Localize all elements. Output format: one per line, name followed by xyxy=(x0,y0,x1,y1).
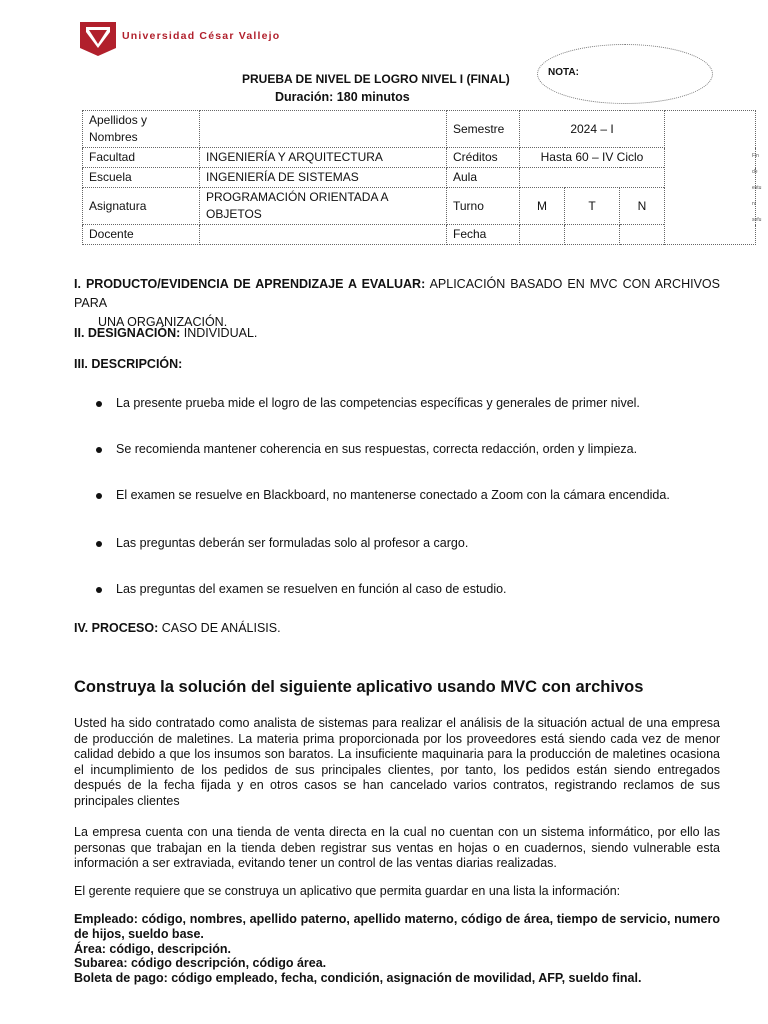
student-info-table xyxy=(82,110,756,245)
facultad-label: Facultad xyxy=(83,148,200,168)
list-item xyxy=(96,488,670,502)
table-row xyxy=(83,188,756,225)
side-note-line: ni xyxy=(752,201,756,207)
asignatura-label: Asignatura xyxy=(83,188,200,225)
list-item xyxy=(96,536,468,550)
docente-label: Docente xyxy=(83,225,200,245)
side-note-line: Fin xyxy=(752,153,759,159)
photo-cell xyxy=(665,111,756,245)
exam-title: PRUEBA DE NIVEL DE LOGRO NIVEL I (FINAL) xyxy=(242,72,510,86)
bullet-icon xyxy=(96,447,102,453)
bullet-text: La presente prueba mide el logro de las competencias específicas y generales de primer nivel. xyxy=(116,396,640,410)
case-paragraph-3: El gerente requiere que se construya un aplicativo que permita guardar en una lista la información: xyxy=(74,884,621,898)
section-designation-label: II. DESIGNACIÓN: xyxy=(74,326,181,340)
case-fields xyxy=(74,912,720,986)
section-product-value-cont: UNA ORGANIZACIÓN. xyxy=(98,315,228,329)
case-heading: Construya la solución del siguiente aplicativo usando MVC con archivos xyxy=(74,678,644,696)
fecha-label: Fecha xyxy=(447,225,520,245)
escuela-label: Escuela xyxy=(83,168,200,188)
field-subarea: Subarea: código descripción, código área. xyxy=(74,956,327,971)
semestre-label: Semestre xyxy=(447,111,520,148)
aula-value xyxy=(520,168,665,188)
university-name: Universidad César Vallejo xyxy=(122,30,281,42)
list-item xyxy=(96,442,637,456)
docente-value xyxy=(200,225,447,245)
semestre-value: 2024 – I xyxy=(520,111,665,148)
list-item xyxy=(96,396,640,410)
turno-t: T xyxy=(565,188,620,225)
fecha-cell-2 xyxy=(565,225,620,245)
fecha-cell-1 xyxy=(520,225,565,245)
section-product-value: APLICACIÓN BASADO EN MVC CON ARCHIVOS PARA xyxy=(74,277,720,310)
side-note-line: de xyxy=(752,169,758,175)
apellidos-value xyxy=(200,111,447,148)
table-row xyxy=(83,111,756,148)
asignatura-value: PROGRAMACIÓN ORIENTADA A OBJETOS xyxy=(200,188,447,225)
section-designation-value: INDIVIDUAL. xyxy=(183,326,258,340)
bullet-icon xyxy=(96,541,102,547)
apellidos-label: Apellidos y Nombres xyxy=(83,111,200,148)
case-paragraph-2: La empresa cuenta con una tienda de venta directa en la cual no cuentan con un sistema informático, por ello las personas que trabajan en la tienda deben registrar sus ventas en hojas o en cuadernos, siendo vulnerable esta información a ser extraviada, evitando tener un control de las ventas diarias realizadas. xyxy=(74,825,720,871)
side-note-line: sefu xyxy=(752,217,762,223)
creditos-label: Créditos xyxy=(447,148,520,168)
field-boleta: Boleta de pago: código empleado, fecha, condición, asignación de movilidad, AFP, sueldo final. xyxy=(74,971,642,986)
section-designation xyxy=(74,326,257,340)
section-process xyxy=(74,621,281,635)
escuela-value: INGENIERÍA DE SISTEMAS xyxy=(200,168,447,188)
list-item xyxy=(96,582,507,596)
side-note-line: estu xyxy=(752,185,762,191)
side-note xyxy=(752,148,761,228)
aula-label: Aula xyxy=(447,168,520,188)
table-row xyxy=(83,148,756,168)
section-process-value: CASO DE ANÁLISIS. xyxy=(161,621,281,635)
turno-label: Turno xyxy=(447,188,520,225)
bullet-text: Se recomienda mantener coherencia en sus respuestas, correcta redacción, orden y limpieza. xyxy=(116,442,638,456)
bullet-text: Las preguntas del examen se resuelven en función al caso de estudio. xyxy=(116,582,507,596)
facultad-value: INGENIERÍA Y ARQUITECTURA xyxy=(200,148,447,168)
grade-label: NOTA: xyxy=(548,67,579,78)
fecha-cell-3 xyxy=(620,225,665,245)
bullet-text: Las preguntas deberán ser formuladas solo al profesor a cargo. xyxy=(116,536,469,550)
turno-n: N xyxy=(620,188,665,225)
bullet-icon xyxy=(96,401,102,407)
ucv-shield-icon xyxy=(78,18,118,58)
creditos-value: Hasta 60 – IV Ciclo xyxy=(520,148,665,168)
table-row xyxy=(83,168,756,188)
bullet-icon xyxy=(96,493,102,499)
field-empleado: Empleado: código, nombres, apellido paterno, apellido materno, código de área, tiempo de servicio, numero de hijos, sueldo base. xyxy=(74,912,720,941)
table-row xyxy=(83,225,756,245)
grade-box xyxy=(537,44,713,104)
exam-duration: Duración: 180 minutos xyxy=(275,90,410,104)
university-logo xyxy=(78,18,281,58)
turno-m: M xyxy=(520,188,565,225)
section-process-label: IV. PROCESO: xyxy=(74,621,159,635)
bullet-text: El examen se resuelve en Blackboard, no mantenerse conectado a Zoom con la cámara encendida. xyxy=(116,488,670,502)
section-product xyxy=(74,275,720,332)
section-product-label: I. PRODUCTO/EVIDENCIA DE APRENDIZAJE A EVALUAR: xyxy=(74,277,426,291)
field-area: Área: código, descripción. xyxy=(74,941,231,956)
section-description xyxy=(74,357,182,371)
case-paragraph-1: Usted ha sido contratado como analista de sistemas para realizar el análisis de la situación actual de una empresa de producción de maletines. La materia prima proporcionada por los proveedores está siendo cada vez de menor calidad debido a que los insumos son baratos. La insuficiente maquinaria para la producción de maletines ocasiona el incumplimiento de los pedidos de sus principales clientes, por tanto, los pedidos están siendo entregados después de la fecha fijada y en otros casos se han cancelado varios contratos, registrando reclamos de sus principales clientes xyxy=(74,716,720,808)
section-description-label: III. DESCRIPCIÓN: xyxy=(74,357,183,371)
bullet-icon xyxy=(96,587,102,593)
